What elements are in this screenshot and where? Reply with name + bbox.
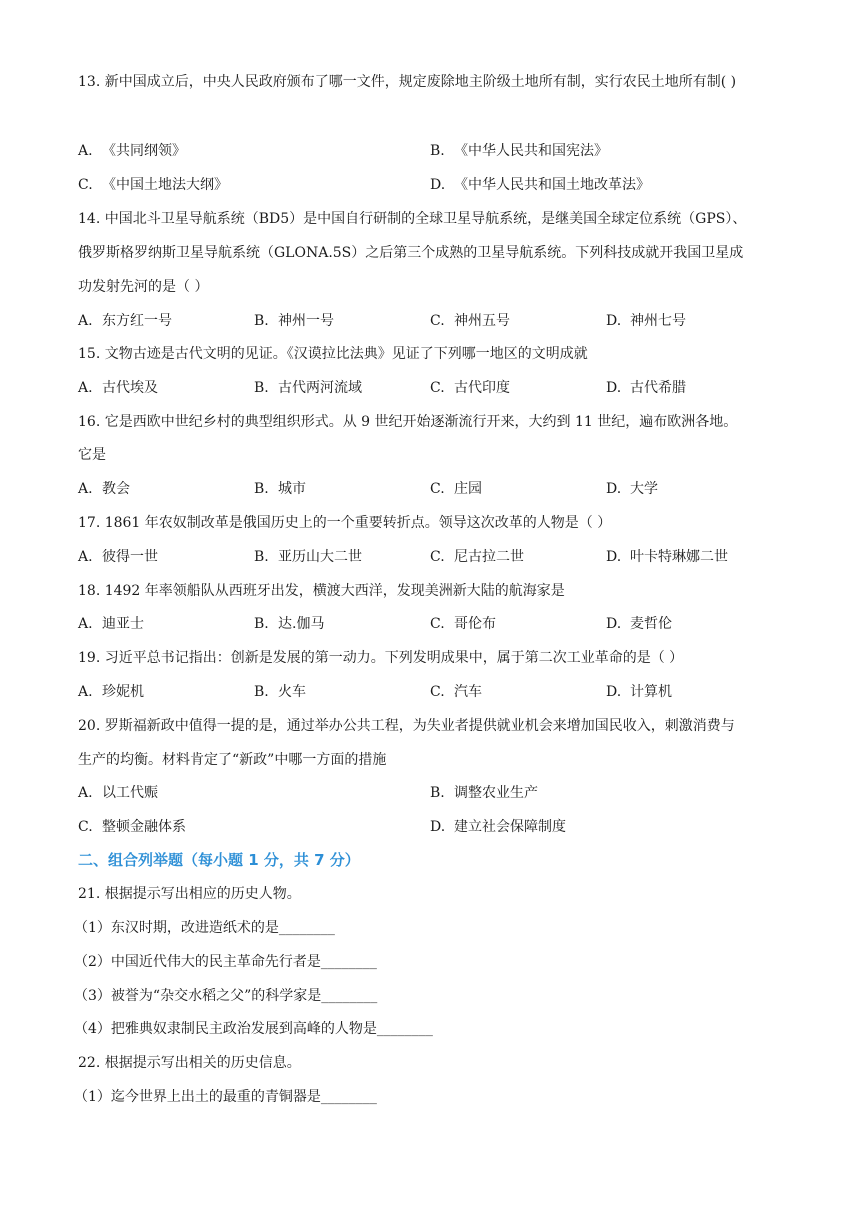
- question-15-stem: 15. 文物古迹是古代文明的见证。《汉谟拉比法典》见证了下列哪一地区的文明成就: [78, 346, 588, 362]
- q19-option-d: D. 计算机: [606, 684, 672, 700]
- question-20-stem-line-2: 生产的均衡。材料肯定了“新政”中哪一方面的措施: [78, 752, 387, 768]
- question-14-stem-line-2: 俄罗斯格罗纳斯卫星导航系统（GLONA.5S）之后第三个成熟的卫星导航系统。下列科技成就开我国卫星成: [78, 245, 744, 261]
- q17-option-a: A. 彼得一世: [78, 549, 158, 565]
- q17-option-c: C. 尼古拉二世: [430, 549, 524, 565]
- q18-option-b: B. 达.伽马: [254, 616, 325, 632]
- question-22-stem: 22. 根据提示写出相关的历史信息。: [78, 1055, 301, 1071]
- q15-option-a: A. 古代埃及: [78, 380, 158, 396]
- q21-item-1: （1）东汉时期，改进造纸术的是________: [74, 920, 335, 936]
- q18-option-a: A. 迪亚士: [78, 616, 144, 632]
- q14-option-c: C. 神州五号: [430, 313, 510, 329]
- q17-option-b: B. 亚历山大二世: [254, 549, 362, 565]
- q15-option-d: D. 古代希腊: [606, 380, 686, 396]
- question-18-stem: 18. 1492 年率领船队从西班牙出发，横渡大西洋，发现美洲新大陆的航海家是: [78, 583, 565, 599]
- q21-item-2: （2）中国近代伟大的民主革命先行者是________: [74, 954, 377, 970]
- q22-item-1: （1）迄今世界上出土的最重的青铜器是________: [74, 1089, 377, 1105]
- q21-item-4: （4）把雅典奴隶制民主政治发展到高峰的人物是________: [74, 1021, 433, 1037]
- q13-option-b: B. 《中华人民共和国宪法》: [430, 143, 608, 159]
- q20-option-d: D. 建立社会保障制度: [430, 819, 566, 835]
- question-17-stem: 17. 1861 年农奴制改革是俄国历史上的一个重要转折点。领导这次改革的人物是（ ）: [78, 515, 612, 531]
- q19-option-c: C. 汽车: [430, 684, 482, 700]
- q14-option-b: B. 神州一号: [254, 313, 334, 329]
- q13-option-c: C. 《中国土地法大纲》: [78, 177, 228, 193]
- q16-option-c: C. 庄园: [430, 481, 482, 497]
- question-19-stem: 19. 习近平总书记指出：创新是发展的第一动力。下列发明成果中，属于第二次工业革命的是（ ）: [78, 650, 684, 666]
- q16-option-b: B. 城市: [254, 481, 306, 497]
- q19-option-a: A. 珍妮机: [78, 684, 144, 700]
- q20-option-b: B. 调整农业生产: [430, 785, 538, 801]
- q19-option-b: B. 火车: [254, 684, 306, 700]
- q13-option-d: D. 《中华人民共和国土地改革法》: [430, 177, 650, 193]
- q17-option-d: D. 叶卡特琳娜二世: [606, 549, 728, 565]
- section-2-heading: 二、组合列举题（每小题 1 分，共 7 分）: [78, 851, 360, 869]
- q21-item-3: （3）被誉为“杂交水稻之父”的科学家是________: [74, 988, 378, 1004]
- question-13-stem: 13. 新中国成立后，中央人民政府颁布了哪一文件，规定废除地主阶级土地所有制，实行农民土地所有制( ): [78, 74, 737, 90]
- q15-option-b: B. 古代两河流域: [254, 380, 362, 396]
- question-16-stem-line-2: 它是: [78, 447, 106, 463]
- question-16-stem-line-1: 16. 它是西欧中世纪乡村的典型组织形式。从 9 世纪开始逐渐流行开来，大约到 11 世纪，遍布欧洲各地。: [78, 414, 738, 430]
- q16-option-d: D. 大学: [606, 481, 658, 497]
- q14-option-d: D. 神州七号: [606, 313, 686, 329]
- q18-option-c: C. 哥伦布: [430, 616, 496, 632]
- question-21-stem: 21. 根据提示写出相应的历史人物。: [78, 886, 301, 902]
- question-14-stem-line-3: 功发射先河的是（ ）: [78, 279, 209, 295]
- q20-option-c: C. 整顿金融体系: [78, 819, 186, 835]
- q20-option-a: A. 以工代赈: [78, 785, 158, 801]
- question-20-stem-line-1: 20. 罗斯福新政中值得一提的是，通过举办公共工程，为失业者提供就业机会来增加国民收入，刺激消费与: [78, 718, 735, 734]
- q18-option-d: D. 麦哲伦: [606, 616, 672, 632]
- q15-option-c: C. 古代印度: [430, 380, 510, 396]
- q13-option-a: A. 《共同纲领》: [78, 143, 186, 159]
- q16-option-a: A. 教会: [78, 481, 130, 497]
- q14-option-a: A. 东方红一号: [78, 313, 172, 329]
- question-14-stem-line-1: 14. 中国北斗卫星导航系统（BD5）是中国自行研制的全球卫星导航系统，是继美国全球定位系统（GPS）、: [78, 211, 747, 227]
